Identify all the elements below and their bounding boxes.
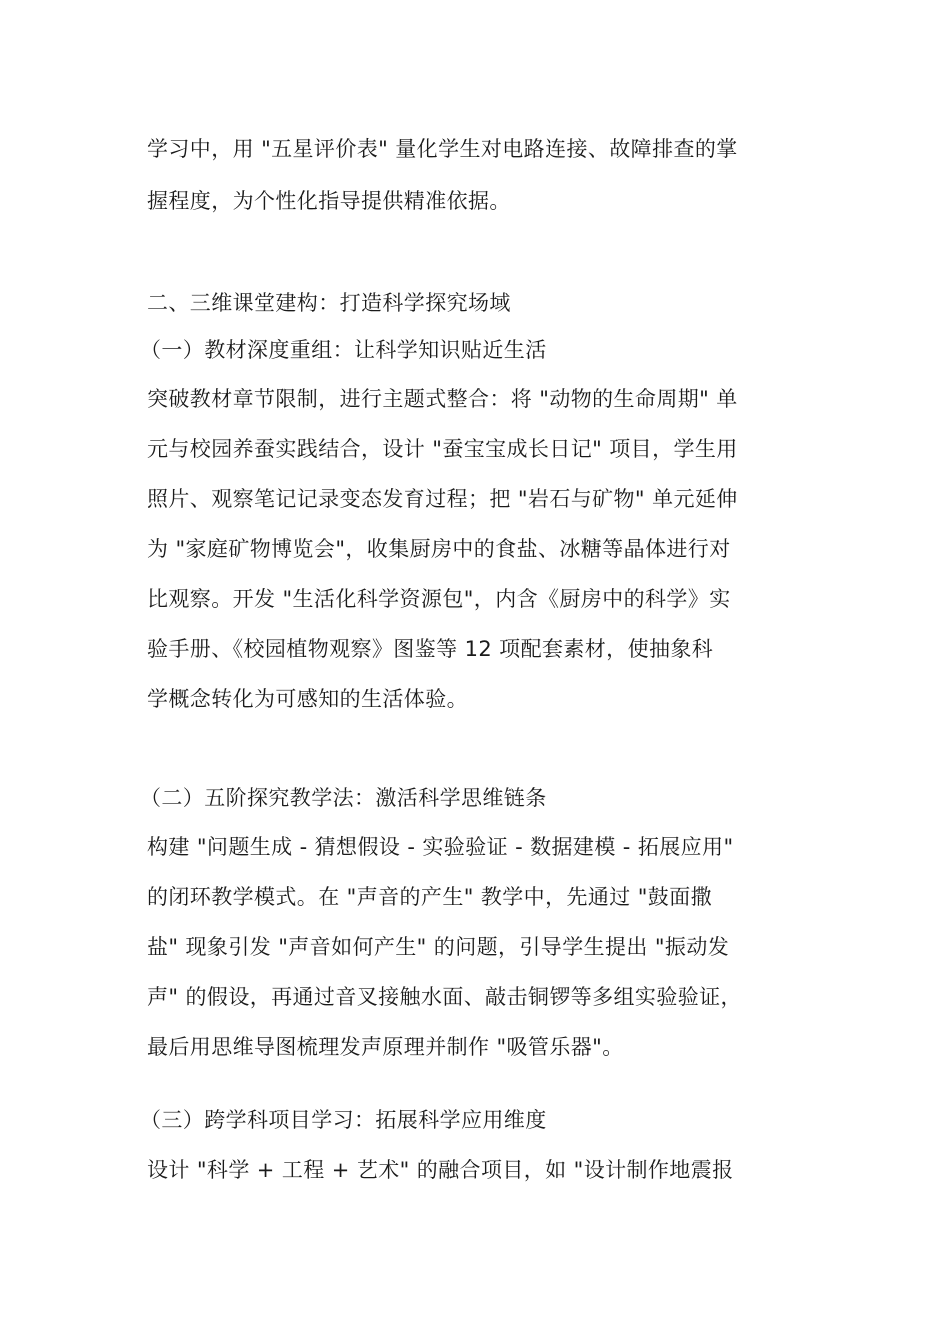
paragraph-line: 比观察。开发 "生活化科学资源包"，内含《厨房中的科学》实 <box>147 587 731 611</box>
subsection-heading: （三）跨学科项目学习：拓展科学应用维度 <box>140 1108 547 1132</box>
paragraph-line: 突破教材章节限制，进行主题式整合：将 "动物的生命周期" 单 <box>147 387 738 411</box>
section-heading: 二、三维课堂建构：打造科学探究场域 <box>147 291 511 315</box>
paragraph-line: 设计 "科学 + 工程 + 艺术" 的融合项目，如 "设计制作地震报 <box>147 1158 734 1182</box>
paragraph-line: 声" 的假设，再通过音叉接触水面、敲击铜锣等多组实验验证， <box>147 985 742 1009</box>
paragraph-line: 构建 "问题生成 - 猜想假设 - 实验验证 - 数据建模 - 拓展应用" <box>147 835 734 859</box>
paragraph-line: 盐" 现象引发 "声音如何产生" 的问题，引导学生提出 "振动发 <box>147 935 730 959</box>
paragraph-line: 照片、观察笔记记录变态发育过程；把 "岩石与矿物" 单元延伸 <box>147 487 738 511</box>
paragraph-line: 的闭环教学模式。在 "声音的产生" 教学中，先通过 "鼓面撒 <box>147 885 713 909</box>
paragraph-line: 握程度，为个性化指导提供精准依据。 <box>147 189 511 213</box>
paragraph-line: 学习中，用 "五星评价表" 量化学生对电路连接、故障排查的掌 <box>147 137 738 161</box>
paragraph-line: 最后用思维导图梳理发声原理并制作 "吸管乐器"。 <box>147 1035 624 1059</box>
paragraph-line: 学概念转化为可感知的生活体验。 <box>147 687 468 711</box>
paragraph-line: 验手册、《校园植物观察》图鉴等 12 项配套素材，使抽象科 <box>147 637 714 661</box>
paragraph-line: 元与校园养蚕实践结合，设计 "蚕宝宝成长日记" 项目，学生用 <box>147 437 738 461</box>
paragraph-line: 为 "家庭矿物博览会"，收集厨房中的食盐、冰糖等晶体进行对 <box>147 537 731 561</box>
subsection-heading: （一）教材深度重组：让科学知识贴近生活 <box>140 338 547 362</box>
subsection-heading: （二）五阶探究教学法：激活科学思维链条 <box>140 786 547 810</box>
